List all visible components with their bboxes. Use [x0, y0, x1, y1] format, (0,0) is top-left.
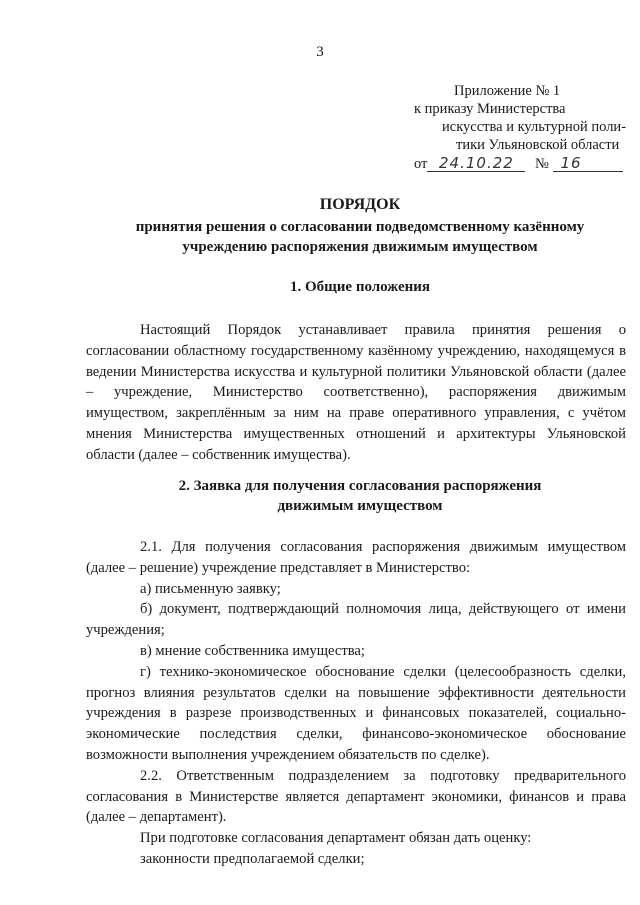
item-c: в) мнение собственника имущества;: [140, 642, 365, 659]
appendix-date-row: [414, 155, 624, 173]
item-d: г) технико-экономическое обоснование сделки (целесообразность сделки, прогноз влияния результатов сделки на повышение эффективности деятельности учреждения в разрезе производственных и финансовых показателей, социально-экономические последствия сделки, финансово-экономическое обоснование возможности выполнения учреждением обязательств по сделке).: [86, 663, 626, 763]
section-1-heading: 1. Общие положения: [289, 279, 431, 295]
handwritten-date: 24.10.22: [427, 155, 525, 172]
handwritten-number: 16: [553, 155, 623, 172]
paragraph-2-2: 2.2. Ответственным подразделением за подготовку предварительного согласования в Министерстве является департамент экономики, финансов и права (далее – департамент).: [86, 767, 626, 826]
date-prefix: от: [414, 156, 428, 172]
document-title: [90, 195, 630, 257]
section-2-body: [86, 537, 626, 870]
title-main: ПОРЯДОК: [319, 196, 401, 213]
paragraph-2-1: 2.1. Для получения согласования распоряжения движимым имуществом (далее – решение) учреждение представляет в Министерство:: [86, 539, 626, 576]
title-sub-line-2: учреждению распоряжения движимым имуществом: [182, 239, 538, 255]
section-2-heading-line-2: движимым имуществом: [277, 498, 443, 514]
paragraph-legality: законности предполагаемой сделки;: [140, 850, 365, 867]
title-sub-line-1: принятия решения о согласовании подведомственному казённому: [135, 219, 585, 235]
item-a: а) письменную заявку;: [140, 580, 281, 597]
page-number: 3: [316, 44, 324, 60]
section-2-heading: [90, 476, 630, 516]
section-2-heading-line-1: 2. Заявка для получения согласования распоряжения: [178, 478, 542, 494]
appendix-line-2: искусства и культурной поли-: [442, 119, 627, 135]
number-prefix: №: [535, 156, 549, 172]
appendix-block: [414, 82, 627, 173]
appendix-line-1: к приказу Министерства: [414, 101, 566, 117]
item-b: б) документ, подтверждающий полномочия лица, действующего от имени учреждения;: [86, 601, 626, 639]
paragraph-2-2-assessment: При подготовке согласования департамент обязан дать оценку:: [140, 830, 532, 847]
appendix-line-3: тики Ульяновской области: [456, 137, 620, 153]
appendix-title: Приложение № 1: [454, 83, 561, 99]
section-1-body: [86, 320, 626, 466]
section-1-paragraph: Настоящий Порядок устанавливает правила принятия решения о согласовании областному государственному казённому учреждению, находящемуся в ведении Министерства искусства и культурной политики Ульяновской области (далее – учреждение, Министерство соответственно), распоряжения движимым имуществом, закреплённым за ним на праве оперативного управления, с учётом мнения Министерства имущественных отношений и архитектуры Ульяновской области (далее – собственник имущества).: [86, 322, 626, 463]
